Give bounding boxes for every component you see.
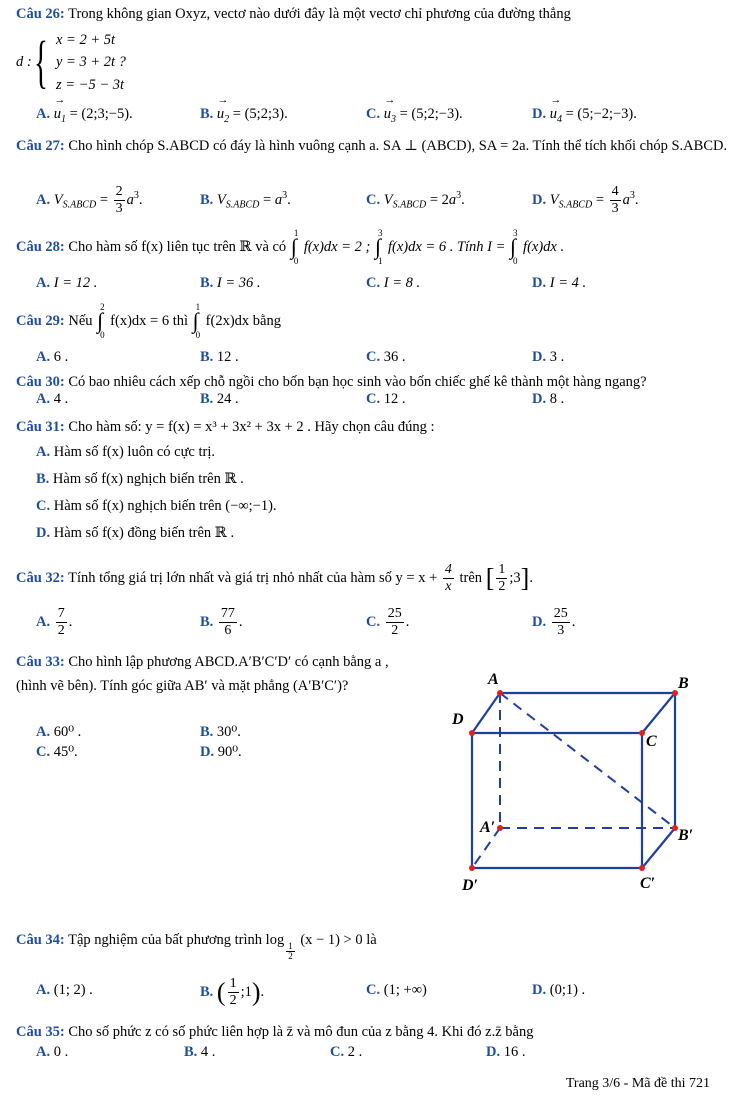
question-text: Cho hình chóp S.ABCD có đáy là hình vuông cạnh a. SA ⊥ (ABCD), SA = 2a. Tính thể tích khối chóp S.ABCD. — [68, 138, 728, 154]
question-number: Câu 32: — [16, 570, 65, 586]
question-number: Câu 35: — [16, 1024, 65, 1040]
option-d: D. Hàm số f(x) đồng biến trên ℝ . — [36, 525, 235, 541]
option-b: B. 4 . — [184, 1044, 216, 1060]
option-c: C. Hàm số f(x) nghịch biến trên (−∞;−1). — [36, 498, 277, 514]
option-c: C. $V_{S.ABCD} = 2a^3$. — [366, 190, 465, 211]
edge-bc — [642, 693, 675, 733]
option-b: B. 24 . — [200, 391, 239, 407]
options-33-row2 — [36, 744, 436, 766]
equation-z: z = −5 − 3t — [56, 77, 125, 93]
vertex-aprime: A′ — [480, 819, 496, 836]
equation-y: y = 3 + 2t ? — [56, 54, 126, 70]
brace: { — [34, 29, 48, 94]
option-b: B. $V_{S.ABCD} = a^3$. — [200, 190, 291, 211]
question-31 — [16, 417, 736, 437]
option-d: D. $V_{S.ABCD}$ = $\frac{4}{3}$ $a^3$. — [532, 184, 639, 216]
option-d: D. (0;1) . — [532, 982, 586, 998]
vertex-dprime: D′ — [462, 877, 479, 894]
option-a: A. $\frac{7}{2}$ . — [36, 606, 73, 638]
question-number: Câu 31: — [16, 419, 65, 435]
options-29 — [36, 349, 736, 371]
option-c: C. $\frac{25}{2}$ . — [366, 606, 410, 638]
option-a: A. I = 12 . — [36, 275, 98, 291]
question-26 — [16, 4, 736, 24]
options-34 — [36, 976, 736, 1012]
option-b: B. ( $\frac{1}{2}$ ;1). — [200, 976, 265, 1008]
question-text: Cho số phức z có số phức liên hợp là z̄ và mô đun của z bằng 4. Khi đó z.z̄ bằng — [68, 1024, 534, 1040]
option-c: C. 45⁰. — [36, 744, 78, 760]
line-name: d : — [16, 54, 32, 70]
option-a: A. 60⁰ . — [36, 724, 82, 740]
question-number: Câu 33: — [16, 654, 65, 670]
option-c: C. I = 8 . — [366, 275, 421, 291]
option-a: A. 6 . — [36, 349, 69, 365]
option-d: D. I = 4 . — [532, 275, 587, 291]
option-d: D. 3 . — [532, 349, 565, 365]
vertex-c: C — [646, 733, 657, 750]
option-b: B. 30⁰. — [200, 724, 241, 740]
vertex-a: A — [488, 671, 499, 688]
edge-ad — [472, 693, 500, 733]
integral-0-1: 1 ∫ 0 — [192, 301, 201, 340]
question-30 — [16, 372, 736, 392]
question-text: Tập nghiệm của bất phương trình — [68, 932, 263, 948]
vertex-b: B — [678, 675, 689, 692]
integral-0-3: 3 ∫ 0 — [510, 227, 518, 266]
option-d: D. → $u_4$ = (5;−2;−3). — [532, 106, 637, 125]
integral-0-1: 1 ∫ 0 — [290, 227, 299, 266]
question-text: Tính tổng giá trị lớn nhất và giá trị nhỏ nhất của hàm số y = x + — [68, 570, 438, 586]
options-28 — [36, 275, 736, 297]
question-32: Câu 32: Tính tổng giá trị lớn nhất và giá trị nhỏ nhất của hàm số y = x + $\frac{4}{x}$ trên [ $\frac{1}{2}$ ;3]. — [16, 562, 533, 595]
question-number: Câu 26: — [16, 6, 65, 22]
question-text: Có bao nhiêu cách xếp chỗ ngồi cho bốn bạn học sinh vào bốn chiếc ghế kê thành một hàng ngang? — [68, 374, 647, 390]
options-30 — [36, 391, 736, 413]
vertex-d: D — [452, 711, 464, 728]
page-footer: Trang 3/6 - Mã đề thi 721 — [565, 1076, 710, 1091]
question-34: Câu 34: Tập nghiệm của bất phương trình log $_{\frac{1}{2}}$ (x − 1) > 0 là — [16, 932, 377, 962]
question-text: Trong không gian Oxyz, vectơ nào dưới đây là một vectơ chỉ phương của đường thẳng — [68, 6, 571, 22]
diagonal-abprime — [500, 693, 675, 828]
question-text: Cho hàm số f(x) liên tục trên ℝ và có — [68, 239, 287, 255]
option-a: A. 4 . — [36, 391, 69, 407]
option-b: B. I = 36 . — [200, 275, 261, 291]
equation-x: x = 2 + 5t — [56, 32, 116, 48]
question-text: Cho hàm số: y = f(x) = x³ + 3x² + 3x + 2 . Hãy chọn câu đúng : — [68, 419, 435, 435]
option-c: C. 12 . — [366, 391, 406, 407]
question-number: Câu 27: — [16, 138, 65, 154]
cube-figure — [450, 668, 710, 898]
question-27 — [16, 136, 736, 156]
options-35 — [36, 1044, 736, 1066]
question-number: Câu 34: — [16, 932, 65, 948]
vertex-bprime: B′ — [678, 827, 694, 844]
integral-1-3: 3 ∫ 1 — [374, 227, 383, 266]
option-b: B. 12 . — [200, 349, 239, 365]
edge-bprime-cprime — [642, 828, 675, 868]
option-a: A. (1; 2) . — [36, 982, 93, 998]
question-number: Câu 29: — [16, 313, 65, 329]
option-d: D. 8 . — [532, 391, 565, 407]
integral-0-2: 2 ∫ 0 — [97, 301, 105, 340]
question-29: Câu 29: Nếu 2 ∫ 0 f(x)dx = 6 thì 1 ∫ 0 f(2x)dx bằng — [16, 301, 281, 340]
question-text: Cho hình lập phương ABCD.A′B′C′D′ có cạnh bằng a , — [68, 654, 389, 670]
line-system — [16, 30, 156, 100]
option-d: D. 90⁰. — [200, 744, 242, 760]
option-c: C. 2 . — [330, 1044, 363, 1060]
options-33-row1 — [36, 724, 436, 746]
question-33-line2: (hình vẽ bên). Tính góc giữa AB′ và mặt phẳng (A′B′C′)? — [16, 678, 349, 694]
option-a: A. → $u_1$ = (2;3;−5). — [36, 106, 133, 125]
options-26 — [36, 106, 736, 128]
options-27 — [36, 184, 736, 214]
option-c: C. 36 . — [366, 349, 406, 365]
vertex-cprime: C′ — [640, 875, 656, 892]
option-a: A. $V_{S.ABCD}$ = $\frac{2}{3}$ $a^3$. — [36, 184, 143, 216]
option-a: A. Hàm số f(x) luôn có cực trị. — [36, 444, 216, 460]
options-32 — [36, 606, 736, 646]
option-c: C. → $u_3$ = (5;2;−3). — [366, 106, 463, 125]
option-a: A. 0 . — [36, 1044, 69, 1060]
question-number: Câu 28: — [16, 239, 65, 255]
option-d: D. 16 . — [486, 1044, 526, 1060]
option-c: C. (1; +∞) — [366, 982, 427, 998]
question-33 — [16, 652, 456, 672]
option-b: B. → $u_2$ = (5;2;3). — [200, 106, 288, 125]
option-b: B. $\frac{77}{6}$ . — [200, 606, 243, 638]
option-b: B. Hàm số f(x) nghịch biến trên ℝ . — [36, 471, 244, 487]
question-28: Câu 28: Cho hàm số f(x) liên tục trên ℝ và có 1 ∫ 0 f(x)dx = 2 ; 3 ∫ 1 f(x)dx = 6 . Tính I = 3 ∫ 0 f(x)dx . — [16, 227, 565, 266]
option-d: D. $\frac{25}{3}$ . — [532, 606, 576, 638]
question-number: Câu 30: — [16, 374, 65, 390]
question-35 — [16, 1022, 736, 1042]
